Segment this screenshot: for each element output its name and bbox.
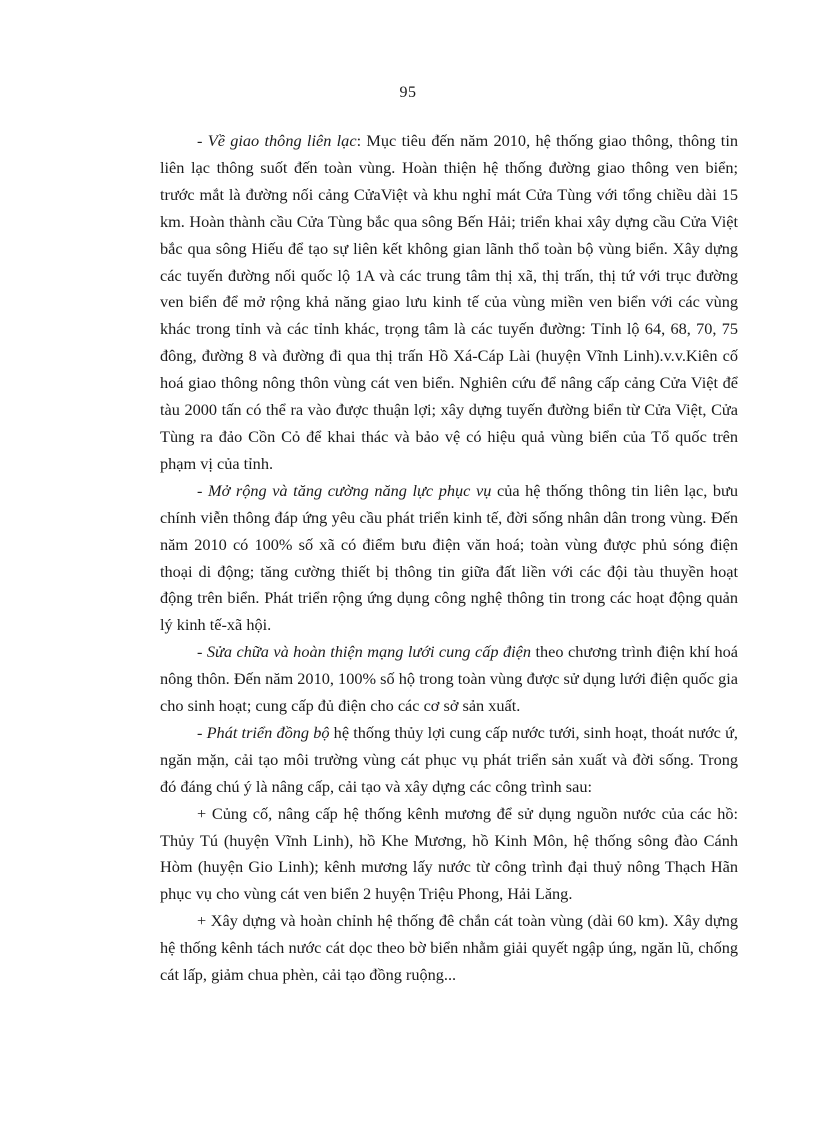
document-body bbox=[160, 128, 738, 989]
paragraph-heading: Mở rộng và tăng cường năng lực phục vụ bbox=[208, 480, 492, 500]
paragraph-transport: - Về giao thông liên lạc: Mục tiêu đến năm 2010, hệ thống giao thông, thông tin liên lạc thông suốt đến toàn vùng. Hoàn thiện hệ thống đường giao thông ven biển; trước mắt là đường nối cảng CửaViệt và khu nghỉ mát Cửa Tùng với tổng chiều dài 15 km. Hoàn thành cầu Cửa Tùng bắc qua sông Bến Hải; triển khai xây dựng cầu Cửa Việt bắc qua sông Hiếu để tạo sự liên kết không gian lãnh thổ toàn bộ vùng biển. Xây dựng các tuyến đường nối quốc lộ 1A và các trung tâm thị xã, thị trấn, thị tứ với trục đường ven biển để mở rộng khả năng giao lưu kinh tế của vùng miền ven biển với các vùng khác trong tỉnh và các tỉnh khác, trọng tâm là các tuyến đường: Tỉnh lộ 64, 68, 70, 75 đông, đường 8 và đường đi qua thị trấn Hồ Xá-Cáp Lài (huyện Vĩnh Linh).v.v.Kiên cố hoá giao thông nông thôn vùng cát ven biển. Nghiên cứu để nâng cấp cảng Cửa Việt để tàu 2000 tấn có thể ra vào được thuận lợi; xây dựng tuyến đường biển từ Cửa Việt, Cửa Tùng ra đảo Cồn Cỏ để khai thác và bảo vệ có hiệu quả vùng biển của Tổ quốc trên phạm vị của tỉnh. bbox=[160, 131, 738, 473]
page-number: 95 bbox=[399, 84, 417, 101]
paragraph-telecom: - Mở rộng và tăng cường năng lực phục vụ của hệ thống thông tin liên lạc, bưu chính viễn thông đáp ứng yêu cầu phát triển kinh tế, đời sống nhân dân trong vùng. Đến năm 2010 có 100% số xã có điểm bưu điện văn hoá; toàn vùng được phủ sóng điện thoại di động; tăng cường thiết bị thông tin giữa đất liền với các đội tàu thuyền hoạt động trên biển. Phát triển rộng ứng dụng công nghệ thông tin trong các hoạt động quản lý kinh tế-xã hội. bbox=[160, 480, 738, 635]
paragraph-heading: Sửa chữa và hoàn thiện mạng lưới cung cấp điện bbox=[206, 642, 532, 662]
paragraph-heading: Về giao thông liên lạc bbox=[207, 131, 357, 150]
paragraph-dykes: + Xây dựng và hoàn chỉnh hệ thống đê chắn cát toàn vùng (dài 60 km). Xây dựng hệ thống kênh tách nước cát dọc theo bờ biển nhằm giải quyết ngập úng, ngăn lũ, chống cát lấp, giảm chua phèn, cải tạo đồng ruộng... bbox=[160, 911, 738, 985]
paragraph-irrigation: - Phát triển đồng bộ hệ thống thủy lợi cung cấp nước tưới, sinh hoạt, thoát nước ứ, ngăn mặn, cải tạo môi trường vùng cát phục vụ phát triển sản xuất và đời sống. Trong đó đáng chú ý là nâng cấp, cải tạo và xây dựng các công trình sau: bbox=[160, 722, 738, 796]
paragraph-canals: + Củng cố, nâng cấp hệ thống kênh mương để sử dụng nguồn nước của các hồ: Thủy Tú (huyện Vĩnh Linh), hồ Khe Mương, hồ Kinh Môn, hệ thống sông đào Cánh Hòm (huyện Gio Linh); kênh mương lấy nước từ công trình đại thuỷ nông Thạch Hãn phục vụ cho vùng cát ven biển 2 huyện Triệu Phong, Hải Lăng. bbox=[160, 803, 738, 904]
paragraph-electricity: - Sửa chữa và hoàn thiện mạng lưới cung cấp điện theo chương trình điện khí hoá nông thôn. Đến năm 2010, 100% số hộ trong toàn vùng được sử dụng lưới điện quốc gia cho sinh hoạt; cung cấp đủ điện cho các cơ sở sản xuất. bbox=[160, 642, 738, 716]
paragraph-heading: Phát triển đồng bộ bbox=[206, 722, 330, 742]
